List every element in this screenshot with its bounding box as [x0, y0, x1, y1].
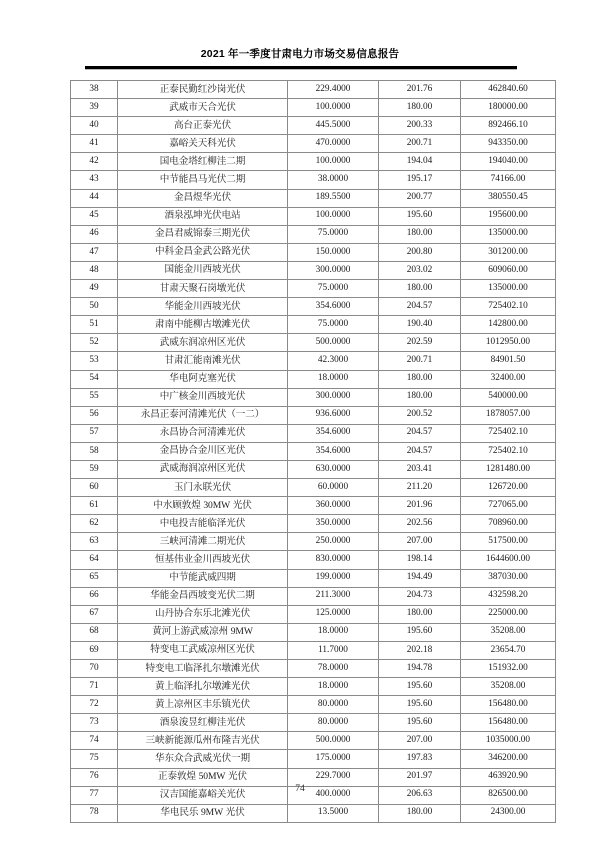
cell-name: 三峡河清滩二期光伏 [118, 533, 288, 551]
cell-price: 202.59 [379, 334, 461, 352]
cell-price: 203.02 [379, 261, 461, 279]
cell-index: 75 [71, 750, 118, 768]
page-number: 74 [295, 784, 305, 794]
cell-amount: 135000.00 [461, 225, 556, 243]
cell-name: 国能金川西坡光伏 [118, 261, 288, 279]
cell-name: 高台正泰光伏 [118, 117, 288, 135]
table-row [71, 406, 556, 424]
cell-name: 金昌煜华光伏 [118, 189, 288, 207]
cell-quantity: 229.7000 [288, 768, 379, 786]
cell-amount: 609060.00 [461, 261, 556, 279]
cell-quantity: 229.4000 [288, 81, 379, 99]
cell-name: 正泰敦煌 50MW 光伏 [118, 768, 288, 786]
cell-index: 43 [71, 171, 118, 189]
table-row [71, 678, 556, 696]
cell-price: 201.97 [379, 768, 461, 786]
cell-amount: 1035000.00 [461, 732, 556, 750]
table-row [71, 533, 556, 551]
table-row [71, 515, 556, 533]
cell-price: 180.00 [379, 99, 461, 117]
cell-name: 黄上凉州区丰乐镇光伏 [118, 696, 288, 714]
cell-amount: 135000.00 [461, 280, 556, 298]
cell-amount: 826500.00 [461, 786, 556, 804]
cell-quantity: 60.0000 [288, 479, 379, 497]
table-row [71, 99, 556, 117]
cell-name: 山丹协合东乐北滩光伏 [118, 605, 288, 623]
cell-index: 45 [71, 207, 118, 225]
cell-name: 武威市天合光伏 [118, 99, 288, 117]
table-row [71, 261, 556, 279]
cell-amount: 195600.00 [461, 207, 556, 225]
cell-quantity: 125.0000 [288, 605, 379, 623]
cell-quantity: 175.0000 [288, 750, 379, 768]
cell-amount: 1281480.00 [461, 460, 556, 478]
cell-index: 44 [71, 189, 118, 207]
cell-quantity: 18.0000 [288, 623, 379, 641]
cell-price: 180.00 [379, 605, 461, 623]
table-row [71, 804, 556, 822]
cell-name: 武威东润凉州区光伏 [118, 334, 288, 352]
cell-index: 50 [71, 298, 118, 316]
cell-amount: 142800.00 [461, 316, 556, 334]
cell-amount: 1878057.00 [461, 406, 556, 424]
cell-quantity: 189.5500 [288, 189, 379, 207]
cell-index: 55 [71, 388, 118, 406]
cell-name: 华能金川西坡光伏 [118, 298, 288, 316]
table-row [71, 225, 556, 243]
cell-amount: 725402.10 [461, 424, 556, 442]
cell-name: 黄上临泽扎尔墩滩光伏 [118, 678, 288, 696]
cell-quantity: 75.0000 [288, 225, 379, 243]
cell-index: 72 [71, 696, 118, 714]
table-row [71, 207, 556, 225]
cell-amount: 725402.10 [461, 298, 556, 316]
cell-price: 180.00 [379, 388, 461, 406]
cell-price: 180.00 [379, 280, 461, 298]
cell-index: 74 [71, 732, 118, 750]
cell-price: 204.57 [379, 424, 461, 442]
cell-quantity: 354.6000 [288, 442, 379, 460]
table-row [71, 153, 556, 171]
cell-quantity: 250.0000 [288, 533, 379, 551]
cell-name: 永昌协合河清滩光伏 [118, 424, 288, 442]
header-rule [85, 66, 517, 70]
table-row [71, 117, 556, 135]
cell-name: 中节能昌马光伏二期 [118, 171, 288, 189]
cell-quantity: 354.6000 [288, 298, 379, 316]
cell-name: 中科金昌金武公路光伏 [118, 243, 288, 261]
table-row [71, 298, 556, 316]
cell-amount: 74166.00 [461, 171, 556, 189]
cell-index: 73 [71, 714, 118, 732]
table-row [71, 551, 556, 569]
cell-price: 195.60 [379, 623, 461, 641]
cell-name: 甘肃天聚石岗墩光伏 [118, 280, 288, 298]
cell-name: 国电金塔红柳洼二期 [118, 153, 288, 171]
cell-price: 204.57 [379, 298, 461, 316]
cell-quantity: 75.0000 [288, 280, 379, 298]
cell-price: 198.14 [379, 551, 461, 569]
cell-amount: 432598.20 [461, 587, 556, 605]
cell-quantity: 42.3000 [288, 352, 379, 370]
cell-name: 金昌协合金川区光伏 [118, 442, 288, 460]
cell-index: 62 [71, 515, 118, 533]
cell-quantity: 11.7000 [288, 641, 379, 659]
table-row [71, 243, 556, 261]
cell-name: 正泰民勤红沙岗光伏 [118, 81, 288, 99]
cell-amount: 1644600.00 [461, 551, 556, 569]
cell-price: 180.00 [379, 370, 461, 388]
table-row [71, 497, 556, 515]
cell-price: 195.60 [379, 714, 461, 732]
table-row [71, 605, 556, 623]
cell-price: 194.78 [379, 660, 461, 678]
cell-amount: 463920.90 [461, 768, 556, 786]
cell-index: 38 [71, 81, 118, 99]
cell-price: 195.60 [379, 207, 461, 225]
cell-amount: 35208.00 [461, 623, 556, 641]
cell-quantity: 354.6000 [288, 424, 379, 442]
cell-amount: 346200.00 [461, 750, 556, 768]
cell-amount: 180000.00 [461, 99, 556, 117]
table-row [71, 750, 556, 768]
table-row [71, 334, 556, 352]
cell-quantity: 38.0000 [288, 171, 379, 189]
table-row [71, 479, 556, 497]
cell-index: 59 [71, 460, 118, 478]
table-row [71, 442, 556, 460]
cell-price: 200.71 [379, 352, 461, 370]
cell-price: 197.83 [379, 750, 461, 768]
cell-amount: 462840.60 [461, 81, 556, 99]
cell-quantity: 936.6000 [288, 406, 379, 424]
cell-name: 黄河上游武威凉州 9MW [118, 623, 288, 641]
cell-index: 54 [71, 370, 118, 388]
cell-amount: 32400.00 [461, 370, 556, 388]
cell-name: 中水顾敦煌 30MW 光伏 [118, 497, 288, 515]
cell-quantity: 75.0000 [288, 316, 379, 334]
cell-quantity: 80.0000 [288, 714, 379, 732]
cell-name: 三峡新能源瓜州布隆吉光伏 [118, 732, 288, 750]
cell-amount: 194040.00 [461, 153, 556, 171]
cell-index: 63 [71, 533, 118, 551]
cell-index: 70 [71, 660, 118, 678]
table-row [71, 696, 556, 714]
cell-name: 嘉峪关天科光伏 [118, 135, 288, 153]
cell-index: 41 [71, 135, 118, 153]
cell-amount: 725402.10 [461, 442, 556, 460]
cell-name: 特变电工武威凉州区光伏 [118, 641, 288, 659]
cell-amount: 23654.70 [461, 641, 556, 659]
cell-price: 211.20 [379, 479, 461, 497]
cell-index: 49 [71, 280, 118, 298]
cell-index: 77 [71, 786, 118, 804]
cell-price: 195.60 [379, 678, 461, 696]
table-row [71, 641, 556, 659]
cell-quantity: 78.0000 [288, 660, 379, 678]
cell-name: 特变电工临泽扎尔墩滩光伏 [118, 660, 288, 678]
cell-quantity: 211.3000 [288, 587, 379, 605]
cell-price: 180.00 [379, 804, 461, 822]
cell-quantity: 400.0000 [288, 786, 379, 804]
table-row [71, 370, 556, 388]
cell-quantity: 300.0000 [288, 388, 379, 406]
cell-name: 中节能武威四期 [118, 569, 288, 587]
table-row [71, 660, 556, 678]
cell-price: 194.04 [379, 153, 461, 171]
cell-index: 60 [71, 479, 118, 497]
cell-price: 180.00 [379, 225, 461, 243]
cell-quantity: 360.0000 [288, 497, 379, 515]
cell-index: 76 [71, 768, 118, 786]
cell-index: 58 [71, 442, 118, 460]
table-row [71, 388, 556, 406]
cell-amount: 943350.00 [461, 135, 556, 153]
cell-quantity: 500.0000 [288, 334, 379, 352]
cell-quantity: 350.0000 [288, 515, 379, 533]
cell-amount: 151932.00 [461, 660, 556, 678]
cell-price: 202.18 [379, 641, 461, 659]
cell-index: 46 [71, 225, 118, 243]
table-row [71, 81, 556, 99]
cell-amount: 1012950.00 [461, 334, 556, 352]
cell-quantity: 830.0000 [288, 551, 379, 569]
cell-price: 190.40 [379, 316, 461, 334]
cell-price: 200.33 [379, 117, 461, 135]
cell-index: 61 [71, 497, 118, 515]
cell-amount: 156480.00 [461, 696, 556, 714]
cell-price: 195.17 [379, 171, 461, 189]
cell-index: 40 [71, 117, 118, 135]
cell-price: 204.73 [379, 587, 461, 605]
cell-name: 金昌君威锦泰三期光伏 [118, 225, 288, 243]
cell-amount: 380550.45 [461, 189, 556, 207]
cell-index: 64 [71, 551, 118, 569]
cell-index: 51 [71, 316, 118, 334]
table-body [71, 81, 556, 823]
cell-index: 68 [71, 623, 118, 641]
cell-quantity: 100.0000 [288, 207, 379, 225]
cell-amount: 301200.00 [461, 243, 556, 261]
cell-name: 酒泉泓坤光伏电站 [118, 207, 288, 225]
cell-index: 56 [71, 406, 118, 424]
cell-price: 203.41 [379, 460, 461, 478]
cell-quantity: 13.5000 [288, 804, 379, 822]
table-row [71, 569, 556, 587]
cell-price: 202.56 [379, 515, 461, 533]
table-row [71, 460, 556, 478]
cell-price: 201.76 [379, 81, 461, 99]
table-row [71, 424, 556, 442]
cell-name: 汉吉国能嘉峪关光伏 [118, 786, 288, 804]
data-table-container [70, 80, 530, 823]
cell-index: 67 [71, 605, 118, 623]
cell-index: 52 [71, 334, 118, 352]
table-row [71, 316, 556, 334]
table-row [71, 714, 556, 732]
cell-quantity: 100.0000 [288, 99, 379, 117]
cell-amount: 24300.00 [461, 804, 556, 822]
cell-index: 69 [71, 641, 118, 659]
cell-quantity: 300.0000 [288, 261, 379, 279]
cell-name: 中电投吉能临泽光伏 [118, 515, 288, 533]
cell-name: 永昌正泰河清滩光伏（一二） [118, 406, 288, 424]
cell-price: 206.63 [379, 786, 461, 804]
cell-amount: 225000.00 [461, 605, 556, 623]
cell-price: 194.49 [379, 569, 461, 587]
cell-quantity: 199.0000 [288, 569, 379, 587]
cell-amount: 540000.00 [461, 388, 556, 406]
cell-price: 204.57 [379, 442, 461, 460]
cell-index: 53 [71, 352, 118, 370]
running-header-title: 2021 年一季度甘肃电力市场交易信息报告 [200, 48, 400, 60]
cell-name: 华电民乐 9MW 光伏 [118, 804, 288, 822]
cell-amount: 387030.00 [461, 569, 556, 587]
cell-index: 78 [71, 804, 118, 822]
cell-amount: 126720.00 [461, 479, 556, 497]
cell-amount: 156480.00 [461, 714, 556, 732]
cell-name: 华东众合武威光伏一期 [118, 750, 288, 768]
table-row [71, 623, 556, 641]
cell-amount: 727065.00 [461, 497, 556, 515]
cell-quantity: 80.0000 [288, 696, 379, 714]
cell-index: 47 [71, 243, 118, 261]
cell-price: 207.00 [379, 533, 461, 551]
running-header [0, 44, 600, 62]
cell-price: 195.60 [379, 696, 461, 714]
cell-name: 中广核金川西坡光伏 [118, 388, 288, 406]
cell-name: 武威海润凉州区光伏 [118, 460, 288, 478]
cell-amount: 84901.50 [461, 352, 556, 370]
table-row [71, 280, 556, 298]
cell-quantity: 18.0000 [288, 370, 379, 388]
cell-price: 200.71 [379, 135, 461, 153]
cell-price: 200.52 [379, 406, 461, 424]
cell-name: 华能金昌西坡变光伏二期 [118, 587, 288, 605]
cell-name: 恒基伟业金川西坡光伏 [118, 551, 288, 569]
cell-quantity: 470.0000 [288, 135, 379, 153]
cell-index: 65 [71, 569, 118, 587]
cell-price: 207.00 [379, 732, 461, 750]
cell-quantity: 445.5000 [288, 117, 379, 135]
cell-name: 华电阿克塞光伏 [118, 370, 288, 388]
cell-amount: 892466.10 [461, 117, 556, 135]
cell-price: 201.96 [379, 497, 461, 515]
table-row [71, 135, 556, 153]
cell-name: 甘肃汇能南滩光伏 [118, 352, 288, 370]
cell-price: 200.77 [379, 189, 461, 207]
table-row [71, 189, 556, 207]
cell-quantity: 630.0000 [288, 460, 379, 478]
cell-quantity: 100.0000 [288, 153, 379, 171]
cell-price: 200.80 [379, 243, 461, 261]
cell-index: 48 [71, 261, 118, 279]
cell-name: 酒泉浚昱红柳洼光伏 [118, 714, 288, 732]
cell-amount: 708960.00 [461, 515, 556, 533]
table-row [71, 587, 556, 605]
cell-quantity: 18.0000 [288, 678, 379, 696]
settlement-table [70, 80, 556, 823]
table-row [71, 732, 556, 750]
cell-quantity: 500.0000 [288, 732, 379, 750]
cell-amount: 35208.00 [461, 678, 556, 696]
cell-name: 肃南中能柳古墩滩光伏 [118, 316, 288, 334]
cell-index: 42 [71, 153, 118, 171]
table-row [71, 352, 556, 370]
cell-amount: 517500.00 [461, 533, 556, 551]
cell-index: 39 [71, 99, 118, 117]
cell-quantity: 150.0000 [288, 243, 379, 261]
cell-index: 66 [71, 587, 118, 605]
table-row [71, 171, 556, 189]
cell-index: 57 [71, 424, 118, 442]
cell-index: 71 [71, 678, 118, 696]
cell-name: 玉门永联光伏 [118, 479, 288, 497]
